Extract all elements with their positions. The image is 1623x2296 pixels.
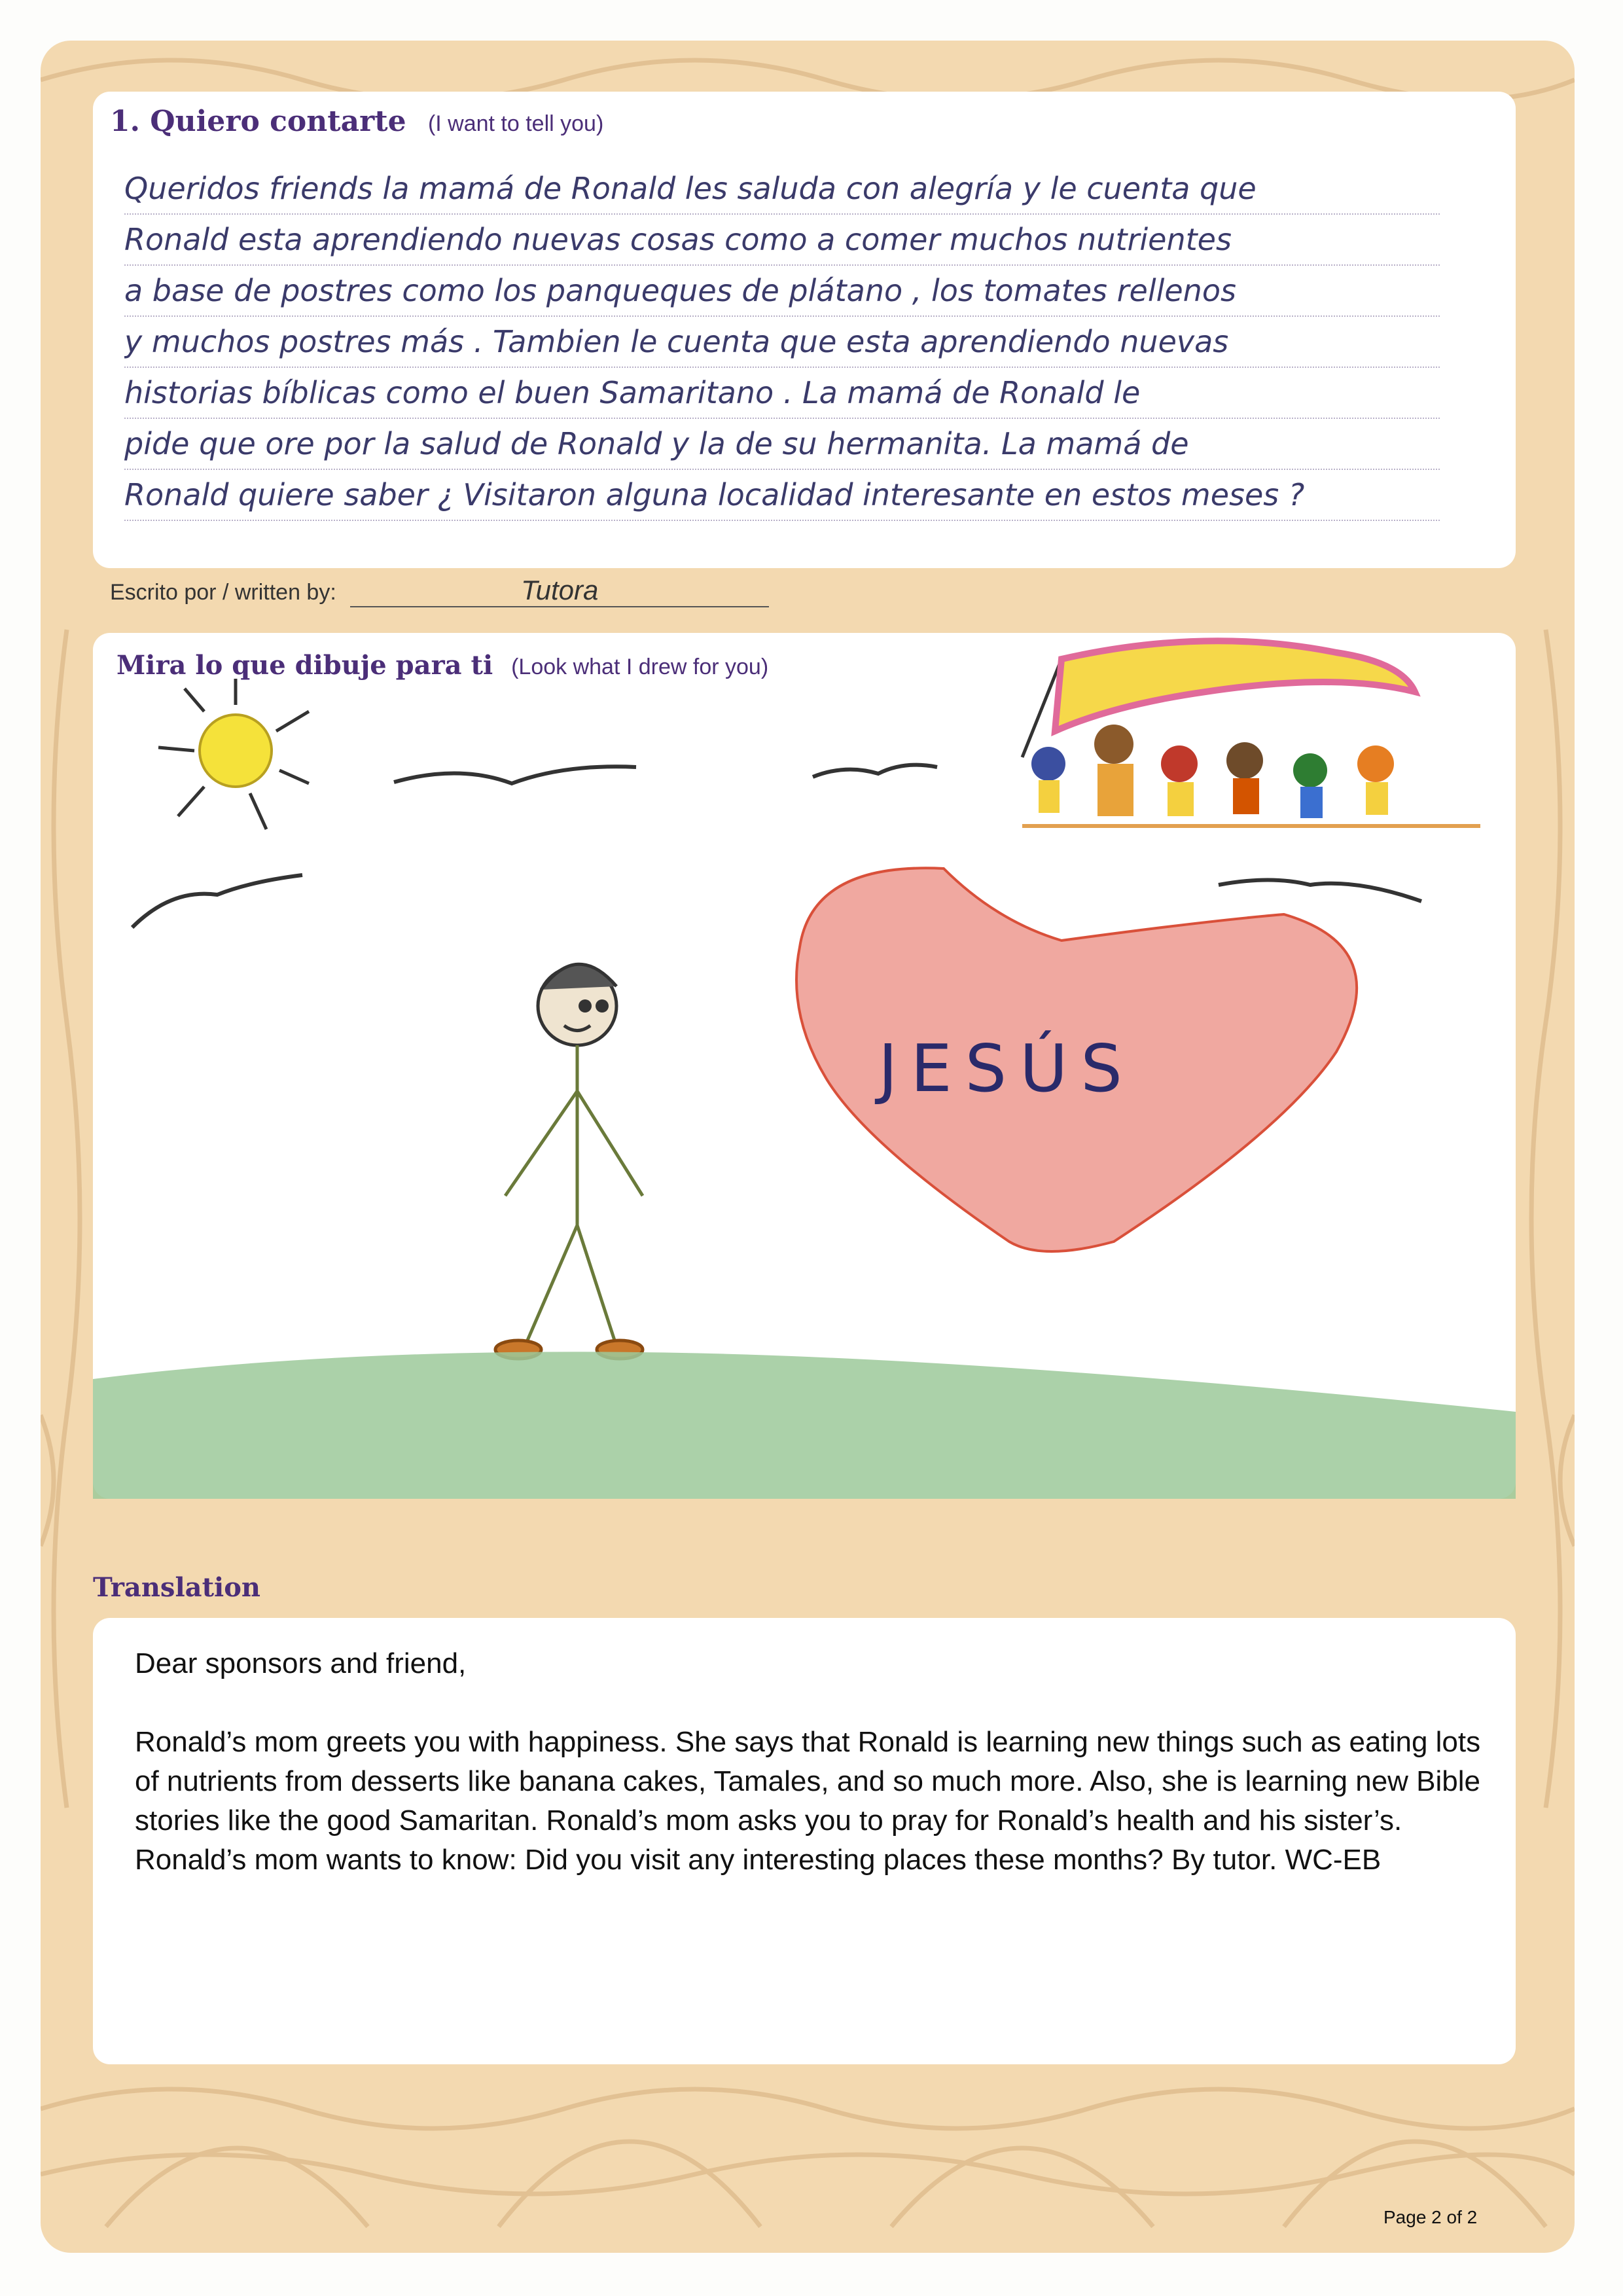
marching-children-illustration	[1022, 641, 1480, 826]
letter-line: pide que ore por la salud de Ronald y la de su hermanita. La mamá de	[124, 419, 1440, 470]
heart-text: JESÚS	[878, 1030, 1135, 1107]
written-by-value: Tutora	[350, 575, 769, 607]
stick-figure-boy	[495, 964, 643, 1359]
section-subtitle: (I want to tell you)	[427, 111, 604, 136]
letter-line: historias bíblicas como el buen Samaritano . La mamá de Ronald le	[124, 368, 1440, 419]
page-number: Page 2 of 2	[1383, 2207, 1478, 2227]
section-number: 1.	[110, 105, 140, 138]
grass-drawing	[93, 1352, 1516, 1499]
sun-icon	[158, 679, 309, 829]
translation-text: Dear sponsors and friend, Ronald’s mom greets you with happiness. She says that Ronald is learning new things such as eating lots of nutrients from desserts like banana cakes, Tamales, and so much more. Also, she is learning new Bible stories like the good Samaritan. Ronald’s mom asks you to pray for Ronald’s health and his sister’s. Ronald’s mom wants to know: Did you visit any interesting places these months? By tutor. WC-EB	[135, 1647, 1481, 1876]
drawing-title-text: Mira lo que dibuje para ti	[116, 650, 493, 681]
drawing-subtitle: (Look what I drew for you)	[511, 655, 769, 679]
section-title-text: Quiero contarte	[150, 105, 406, 138]
translation-title: Translation	[93, 1572, 260, 1603]
section-title	[110, 105, 603, 138]
handwritten-letter	[124, 164, 1440, 521]
letter-line: Ronald quiere saber ¿ Visitaron alguna localidad interesante en estos meses ?	[124, 470, 1440, 521]
bird-icon	[132, 765, 1421, 927]
letter-line: y muchos postres más . Tambien le cuenta que esta aprendiendo nuevas	[124, 317, 1440, 368]
written-by	[110, 575, 769, 607]
letter-line: a base de postres como los panqueques de plátano , los tomates rellenos	[124, 266, 1440, 317]
heart-drawing	[796, 868, 1357, 1251]
letter-line: Queridos friends la mamá de Ronald les saluda con alegría y le cuenta que	[124, 164, 1440, 215]
written-by-label: Escrito por / written by:	[110, 580, 336, 605]
letter-line: Ronald esta aprendiendo nuevas cosas como a comer muchos nutrientes	[124, 215, 1440, 266]
child-drawing	[93, 633, 1516, 1499]
